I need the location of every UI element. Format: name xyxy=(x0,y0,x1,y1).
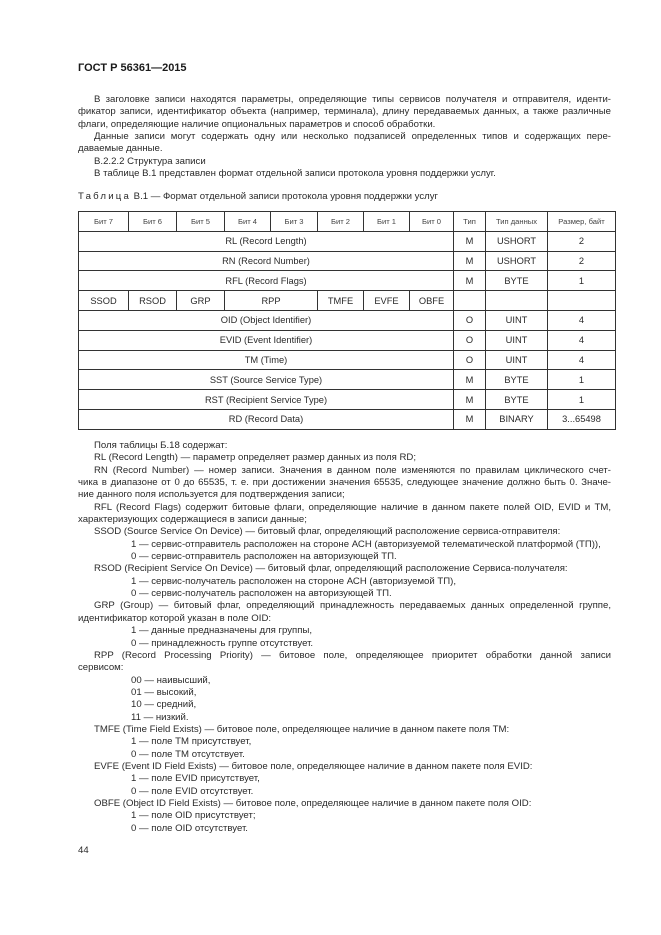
field-name: RST (Recipient Service Type) xyxy=(79,390,454,410)
text-line: фикатор записи, идентификатор объекта (например, терминала), длину передаваемых данных, а также различные xyxy=(78,106,611,118)
text-line: В заголовке записи находятся параметры, определяющие типы сервисов получателя и отправителя, иденти- xyxy=(94,94,611,105)
field-size: 1 xyxy=(548,370,616,390)
text-line: RSOD (Recipient Service On Device) — битовый флаг, определяющий расположение Сервиса-получателя: xyxy=(94,563,568,575)
text-line: 0 — сервис-отправитель расположен на авторизующей ТП. xyxy=(131,551,397,563)
text-line: 0 — принадлежность группе отсутствует. xyxy=(131,637,314,649)
table-row xyxy=(79,251,616,271)
field-name: TM (Time) xyxy=(79,350,454,370)
flag-cell: OBFE xyxy=(410,291,454,311)
field-dtype: UINT xyxy=(486,310,548,330)
text-line: В.2.2.2 Структура записи xyxy=(94,155,206,167)
record-format-table xyxy=(78,211,616,430)
text-line: чика в диапазоне от 0 до 65535, т. е. при достижении значения 65535, следующее значение должно быть 0. Значе- xyxy=(78,477,611,489)
column-header: Бит 0 xyxy=(410,212,454,232)
text-line: флаги, определяющие наличие опциональных параметров и способ обработки. xyxy=(78,118,436,130)
field-name: SST (Source Service Type) xyxy=(79,370,454,390)
text-line: 0 — поле OID отсутствует. xyxy=(131,822,248,834)
column-header: Бит 6 xyxy=(129,212,177,232)
field-size: 2 xyxy=(548,251,616,271)
column-header: Тип xyxy=(454,212,486,232)
text-line: В таблице В.1 представлен формат отдельной записи протокола уровня поддержки услуг. xyxy=(94,168,496,180)
field-type: M xyxy=(454,271,486,291)
column-header: Бит 5 xyxy=(177,212,225,232)
flag-cell: TMFE xyxy=(318,291,364,311)
column-header: Бит 1 xyxy=(364,212,410,232)
field-dtype: BYTE xyxy=(486,271,548,291)
field-type: M xyxy=(454,231,486,251)
field-name: RD (Record Data) xyxy=(79,409,454,429)
field-dtype: BYTE xyxy=(486,390,548,410)
flag-cell: EVFE xyxy=(364,291,410,311)
column-header: Бит 2 xyxy=(318,212,364,232)
text-line: TMFE (Time Field Exists) — битовое поле, определяющее наличие в данном пакете поля TM: xyxy=(94,723,510,735)
table-row xyxy=(79,350,616,370)
field-size: 3...65498 xyxy=(548,409,616,429)
field-type: O xyxy=(454,330,486,350)
text-line: RL (Record Length) — параметр определяет размер данных из поля RD; xyxy=(94,452,417,464)
body-text xyxy=(78,440,611,835)
field-type: M xyxy=(454,251,486,271)
table-row xyxy=(79,231,616,251)
text-line: сервисом: xyxy=(78,662,124,674)
field-size: 4 xyxy=(548,310,616,330)
text-line: Поля таблицы Б.18 содержат: xyxy=(94,440,228,451)
text-line: ние данного поля используется для подтверждения записи; xyxy=(78,489,345,501)
table-caption xyxy=(78,191,438,202)
text-line: 1 — поле TM присутствует, xyxy=(131,736,252,748)
field-dtype: BINARY xyxy=(486,409,548,429)
field-size: 2 xyxy=(548,231,616,251)
field-dtype: USHORT xyxy=(486,231,548,251)
table-row xyxy=(79,271,616,291)
table-row xyxy=(79,310,616,330)
empty-cell xyxy=(548,291,616,311)
field-name: RL (Record Length) xyxy=(79,231,454,251)
text-line: Данные записи могут содержать одну или несколько подзаписей определенных типов и содержащих пере- xyxy=(94,131,611,143)
text-line: 0 — поле EVID отсутствует. xyxy=(131,785,254,797)
table-row xyxy=(79,370,616,390)
text-line: GRP (Group) — битовый флаг, определяющий принадлежность передаваемых данных определенной группе, xyxy=(94,600,611,612)
text-line: EVFE (Event ID Field Exists) — битовое поле, определяющее наличие в данном пакете поля EVID: xyxy=(94,760,533,772)
text-line: 01 — высокий, xyxy=(131,686,197,698)
text-line: 1 — сервис-отправитель расположен на стороне АСН (авторизуемой телематической платформой (ТП)), xyxy=(131,538,601,550)
field-size: 4 xyxy=(548,330,616,350)
column-header: Бит 7 xyxy=(79,212,129,232)
field-type: O xyxy=(454,350,486,370)
column-header: Бит 3 xyxy=(271,212,318,232)
text-line: даваемые данные. xyxy=(78,143,163,155)
table-header-row xyxy=(79,212,616,232)
field-type: M xyxy=(454,370,486,390)
field-name: RN (Record Number) xyxy=(79,251,454,271)
flag-cell: RSOD xyxy=(129,291,177,311)
empty-cell xyxy=(486,291,548,311)
text-line: 1 — сервис-получатель расположен на стороне АСН (авторизуемой ТП), xyxy=(131,575,457,587)
flag-cell: GRP xyxy=(177,291,225,311)
empty-cell xyxy=(454,291,486,311)
table-row xyxy=(79,390,616,410)
field-size: 1 xyxy=(548,390,616,410)
flag-cell: RPP xyxy=(225,291,318,311)
caption-prefix: Таблица xyxy=(78,191,132,202)
text-line: идентификатор которой указан в поле OID: xyxy=(78,612,272,624)
field-dtype: USHORT xyxy=(486,251,548,271)
field-type: O xyxy=(454,310,486,330)
field-name: RFL (Record Flags) xyxy=(79,271,454,291)
text-line: 1 — поле OID присутствует; xyxy=(131,810,256,822)
text-line: RPP (Record Processing Priority) — битовое поле, определяющее приоритет обработки данной записи xyxy=(94,649,611,661)
text-line: 1 — данные предназначены для группы, xyxy=(131,625,313,637)
field-size: 4 xyxy=(548,350,616,370)
table-row xyxy=(79,409,616,429)
column-header: Тип данных xyxy=(486,212,548,232)
field-size: 1 xyxy=(548,271,616,291)
text-line: 11 — низкий. xyxy=(131,711,189,723)
text-line: SSOD (Source Service On Device) — битовый флаг, определяющий расположение сервиса-отправителя: xyxy=(94,526,561,538)
table-row xyxy=(79,330,616,350)
column-header: Бит 4 xyxy=(225,212,271,232)
field-type: M xyxy=(454,409,486,429)
flag-cell: SSOD xyxy=(79,291,129,311)
page-number: 44 xyxy=(78,845,89,856)
field-dtype: UINT xyxy=(486,350,548,370)
intro-text xyxy=(78,94,611,180)
caption-text: В.1 — Формат отдельной записи протокола уровня поддержки услуг xyxy=(131,191,439,202)
field-type: M xyxy=(454,390,486,410)
field-dtype: UINT xyxy=(486,330,548,350)
flags-row xyxy=(79,291,616,311)
text-line: 10 — средний, xyxy=(131,699,197,711)
text-line: 00 — наивысший, xyxy=(131,674,211,686)
field-name: EVID (Event Identifier) xyxy=(79,330,454,350)
field-name: OID (Object Identifier) xyxy=(79,310,454,330)
text-line: характеризующих содержащиеся в записи данные; xyxy=(78,514,307,526)
text-line: 1 — поле EVID присутствует, xyxy=(131,773,260,785)
document-header: ГОСТ Р 56361—2015 xyxy=(78,62,187,74)
column-header: Размер, байт xyxy=(548,212,616,232)
text-line: 0 — поле TM отсутствует. xyxy=(131,748,245,760)
text-line: 0 — сервис-получатель расположен на авторизующей ТП. xyxy=(131,588,392,600)
text-line: RN (Record Number) — номер записи. Значения в данном поле изменяются по правилам циклического счет- xyxy=(94,464,611,476)
text-line: RFL (Record Flags) содержит битовые флаги, определяющие наличие в данном пакете полей OID, EVID и TM, xyxy=(94,501,611,513)
field-dtype: BYTE xyxy=(486,370,548,390)
text-line: OBFE (Object ID Field Exists) — битовое поле, определяющее наличие в данном пакете поля OID: xyxy=(94,797,532,809)
